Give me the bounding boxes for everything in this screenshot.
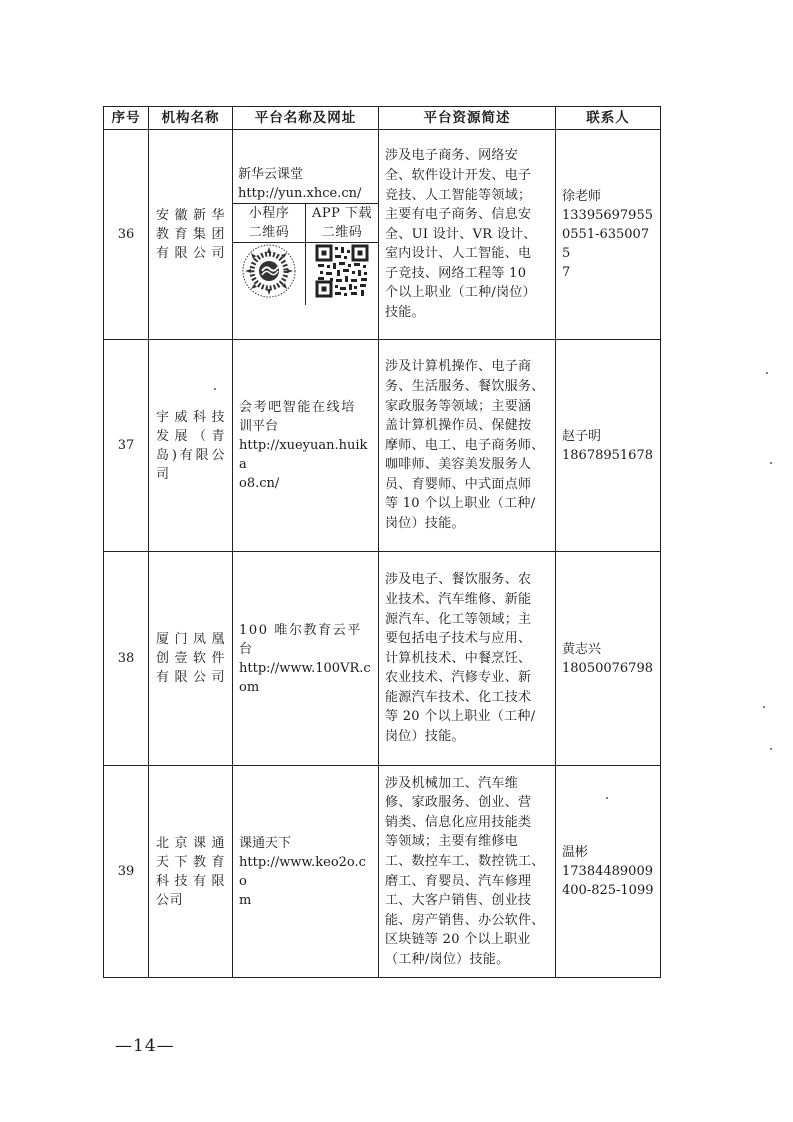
desc-line: 员、育婴师、中式面点师 <box>385 476 532 492</box>
desc-line: 岗位）技能。 <box>385 729 465 745</box>
platform-cell <box>233 130 379 340</box>
desc-line: 要包括电子技术与应用、 <box>385 631 532 647</box>
contact-phone: 0551-6350075 <box>562 227 650 261</box>
row-number: 39 <box>104 766 149 978</box>
desc-line: 主要有电子商务、信息安 <box>385 207 532 223</box>
header-contact: 联系人 <box>556 107 661 130</box>
org-line: 天下教育 <box>156 854 225 870</box>
header-platform: 平台名称及网址 <box>233 107 379 130</box>
desc-line: 源汽车、化工等领域；主 <box>385 611 532 627</box>
label-line: 二维码 <box>248 224 290 240</box>
row-number: 36 <box>104 130 149 340</box>
platform-url[interactable]: http://www.keo2o.co <box>239 854 366 889</box>
scan-speck <box>763 706 765 708</box>
contact-name: 黄志兴 <box>562 641 602 657</box>
platform-title: 课通天下 <box>239 835 292 851</box>
contact <box>556 552 661 766</box>
platform-url[interactable]: om <box>239 679 260 695</box>
desc-line: （工种/岗位）技能。 <box>385 951 510 967</box>
scan-speck <box>770 462 772 464</box>
table-row <box>104 130 661 340</box>
org-line: 北京课通 <box>156 835 225 851</box>
app-download-label <box>306 203 379 242</box>
description <box>379 130 556 340</box>
org-name <box>149 340 233 552</box>
desc-line: 业技术、汽车维修、新能 <box>385 591 532 607</box>
contact-name: 赵子明 <box>562 428 602 444</box>
desc-line: 等领域；主要有维修电 <box>385 834 519 850</box>
contact-phone: 7 <box>562 265 571 280</box>
platform-title: 训平台 <box>239 419 279 434</box>
contact <box>556 766 661 978</box>
platform-url[interactable]: o8.cn/ <box>239 476 280 491</box>
desc-line: 等 10 个以上职业（工种/ <box>385 496 536 512</box>
contact <box>556 340 661 552</box>
desc-line: 家政服务等领域；主要涵 <box>385 398 532 414</box>
contact-phone: 18678951678 <box>562 447 653 463</box>
org-line: 发展（青 <box>156 428 225 444</box>
contact-name: 温彬 <box>562 845 589 860</box>
desc-line: 岗位）技能。 <box>385 516 465 532</box>
contact-name: 徐老师 <box>562 189 602 204</box>
platform-title: 新华云课堂 <box>238 166 304 182</box>
desc-line: 等 20 个以上职业（工种/ <box>385 709 536 725</box>
desc-line: 个以上职业（工种/岗位） <box>385 285 536 301</box>
description <box>379 766 556 978</box>
org-line: 厦门凤凰 <box>156 632 225 647</box>
org-line: 公司 <box>156 892 184 908</box>
desc-line: 室内设计、人工智能、电 <box>385 246 532 262</box>
platform-cell <box>233 340 379 552</box>
desc-line: 工、数控车工、数控铣工、 <box>385 853 545 869</box>
platform-cell <box>233 552 379 766</box>
platform-url[interactable]: http://xueyuan.huika <box>239 438 368 472</box>
description <box>379 552 556 766</box>
page-number: —14— <box>115 1036 175 1056</box>
platform-name <box>233 165 378 204</box>
org-line: 安徽新华 <box>156 208 225 223</box>
row-number: 38 <box>104 552 149 766</box>
desc-line: 涉及机械加工、汽车维 <box>385 775 519 791</box>
label-line: 小程序 <box>248 205 290 221</box>
desc-line: 区块链等 20 个以上职业 <box>385 932 531 948</box>
platform-table <box>103 106 661 978</box>
table-row <box>104 766 661 978</box>
contact-phone: 400-825-1099 <box>562 883 654 898</box>
org-line: 创壹软件 <box>156 651 225 666</box>
desc-line: 盖计算机操作员、保健按 <box>385 418 532 434</box>
desc-line: 磨工、育婴员、汽车修理 <box>385 873 532 889</box>
desc-line: 计算机技术、中餐烹饪、 <box>385 650 532 666</box>
desc-line: 竞技、人工智能等领域； <box>385 187 532 203</box>
mini-program-label <box>233 203 306 242</box>
platform-inner-table <box>233 165 378 305</box>
mini-program-qr-cell <box>233 242 306 305</box>
row-number: 37 <box>104 340 149 552</box>
desc-line: 技能。 <box>385 305 425 321</box>
org-line: 教育集团 <box>156 227 225 242</box>
app-qr-cell <box>306 242 379 305</box>
desc-line: 工、大客户销售、创业技 <box>385 893 532 909</box>
org-line: 科技有限 <box>156 873 225 889</box>
scan-speck <box>766 372 768 374</box>
desc-line: 全、UI 设计、VR 设计、 <box>385 226 537 242</box>
desc-line: 农业技术、汽修专业、新 <box>385 670 532 686</box>
desc-line: 务、生活服务、餐饮服务、 <box>385 378 545 394</box>
header-seq: 序号 <box>104 107 149 130</box>
description <box>379 340 556 552</box>
contact <box>556 130 661 340</box>
header-description: 平台资源简述 <box>379 107 556 130</box>
platform-url[interactable]: http://yun.xhce.cn/ <box>238 185 362 201</box>
desc-line: 能源汽车技术、化工技术 <box>385 689 532 705</box>
desc-line: 摩师、电工、电子商务师、 <box>385 437 545 453</box>
org-line: 司 <box>156 466 170 482</box>
platform-cell <box>233 766 379 978</box>
org-name <box>149 766 233 978</box>
qr-code-icon[interactable] <box>314 243 370 299</box>
header-org: 机构名称 <box>149 107 233 130</box>
platform-title: 会考吧智能在线培 <box>239 400 356 415</box>
desc-line: 销类、信息化应用技能类 <box>385 814 532 830</box>
label-line: APP 下载 <box>311 205 372 221</box>
org-line: 宇威科技 <box>156 409 225 425</box>
table-header-row <box>104 107 661 130</box>
label-line: 二维码 <box>321 224 363 240</box>
desc-line: 全、软件设计开发、电子 <box>385 167 532 183</box>
table-row <box>104 340 661 552</box>
org-line: 有限公司 <box>156 246 225 261</box>
contact-phone: 13395697955 <box>562 208 653 223</box>
org-name <box>149 130 233 340</box>
desc-line: 修、家政服务、创业、营 <box>385 795 532 811</box>
table-row <box>104 552 661 766</box>
desc-line: 涉及计算机操作、电子商 <box>385 359 532 375</box>
desc-line: 涉及电子商务、网络安 <box>385 148 519 164</box>
org-name <box>149 552 233 766</box>
contact-phone: 17384489009 <box>562 864 653 879</box>
contact-phone: 18050076798 <box>562 660 653 676</box>
platform-title: 100 唯尔教育云平 <box>239 622 362 638</box>
desc-line: 涉及电子、餐饮服务、农 <box>385 572 532 588</box>
wechat-mini-program-code-icon[interactable] <box>241 243 297 299</box>
platform-title: 台 <box>239 641 253 657</box>
desc-line: 咖啡师、美容美发服务人 <box>385 457 532 473</box>
org-line: 有限公司 <box>156 670 225 685</box>
scan-speck <box>606 797 608 799</box>
desc-line: 子竞技、网络工程等 10 <box>385 265 527 281</box>
platform-url[interactable]: m <box>239 892 252 908</box>
desc-line: 能、房产销售、办公软件、 <box>385 912 545 928</box>
scan-speck <box>770 748 772 750</box>
scan-speck <box>214 388 216 390</box>
org-line: 岛)有限公 <box>156 447 225 463</box>
platform-url[interactable]: http://www.100VR.c <box>239 660 371 676</box>
